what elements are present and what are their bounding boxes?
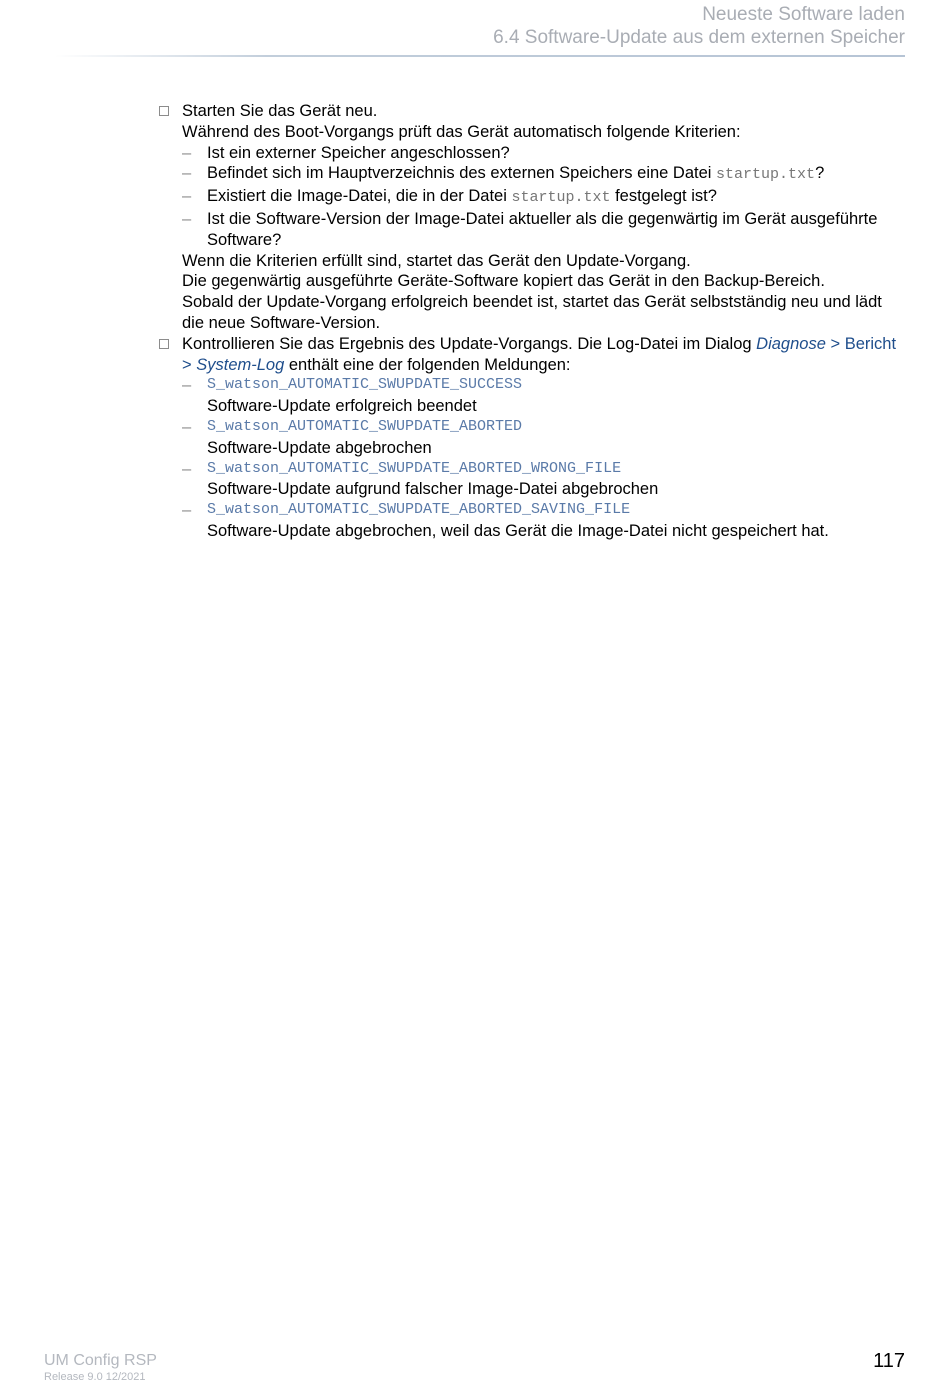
- criterion-text: Existiert die Image-Datei, die in der Datei: [207, 187, 512, 206]
- menu-separator: >: [825, 334, 845, 353]
- criterion-text-end: festgelegt ist?: [610, 187, 717, 206]
- step-text-start: Kontrollieren Sie das Ergebnis des Update-Vorgangs. Die Log-Datei im Dialog: [182, 334, 757, 353]
- page-number: 117: [873, 1350, 905, 1372]
- dash-bullet: –: [182, 501, 192, 520]
- log-message-item: [182, 417, 904, 459]
- log-message-item: [182, 459, 904, 501]
- header-section: 6.4 Software-Update aus dem externen Speicher: [493, 27, 905, 48]
- menu-system-log-link[interactable]: System-Log: [196, 355, 285, 374]
- step-intro: Während des Boot-Vorgangs prüft das Gerät automatisch folgende Kriterien:: [182, 122, 741, 141]
- log-message-code: S_watson_AUTOMATIC_SWUPDATE_ABORTED: [207, 417, 523, 435]
- criterion-item: [182, 186, 904, 209]
- filename-code: startup.txt: [716, 166, 816, 184]
- paragraph: Sobald der Update-Vorgang erfolgreich beendet ist, startet das Gerät selbstständig neu und lädt die neue Software-Version.: [182, 293, 882, 332]
- criterion-text-end: ?: [815, 164, 825, 183]
- criterion-text: Ist die Software-Version der Image-Datei aktueller als die gegenwärtig im Gerät ausgeführte Software?: [207, 209, 878, 249]
- log-message-description: Software-Update erfolgreich beendet: [207, 397, 477, 416]
- page-content: [158, 101, 904, 542]
- header-divider: [55, 55, 905, 57]
- criterion-item: [182, 163, 904, 186]
- menu-bericht-link[interactable]: Bericht: [844, 334, 897, 353]
- log-message-item: [182, 500, 904, 542]
- log-message-description: Software-Update aufgrund falscher Image-Datei abgebrochen: [207, 480, 659, 499]
- paragraph: Die gegenwärtig ausgeführte Geräte-Software kopiert das Gerät in den Backup-Bereich.: [182, 272, 825, 291]
- log-message-description: Software-Update abgebrochen: [207, 438, 432, 457]
- dash-bullet: –: [182, 459, 192, 478]
- criterion-item: [182, 209, 904, 251]
- step-title: Starten Sie das Gerät neu.: [182, 102, 378, 120]
- footer-release: Release 9.0 12/2021: [44, 1371, 146, 1383]
- log-message-code: S_watson_AUTOMATIC_SWUPDATE_ABORTED_WRONG_FILE: [207, 459, 622, 477]
- dash-bullet: –: [182, 164, 192, 183]
- footer-doc-title: UM Config RSP: [44, 1352, 157, 1369]
- log-message-description: Software-Update abgebrochen, weil das Gerät die Image-Datei nicht gespeichert hat.: [207, 521, 829, 540]
- checkbox-bullet-icon: [159, 106, 169, 116]
- paragraph: Wenn die Kriterien erfüllt sind, startet das Gerät den Update-Vorgang.: [182, 251, 691, 270]
- log-message-code: S_watson_AUTOMATIC_SWUPDATE_ABORTED_SAVING_FILE: [207, 501, 631, 519]
- step-check-result: [158, 334, 904, 542]
- dash-bullet: –: [182, 209, 192, 228]
- dash-bullet: –: [182, 376, 192, 395]
- footer-document-info: [44, 1351, 157, 1384]
- header-chapter: Neueste Software laden: [702, 4, 905, 25]
- dash-bullet: –: [182, 143, 192, 162]
- criterion-text: Befindet sich im Hauptverzeichnis des externen Speichers eine Datei: [207, 164, 717, 183]
- filename-code: startup.txt: [511, 189, 611, 207]
- log-message-code: S_watson_AUTOMATIC_SWUPDATE_SUCCESS: [207, 376, 523, 394]
- menu-diagnose-link[interactable]: Diagnose: [756, 334, 826, 353]
- step-restart-device: [158, 101, 904, 334]
- criterion-text: Ist ein externer Speicher angeschlossen?: [207, 143, 510, 162]
- step-text: [182, 334, 904, 376]
- dash-bullet: –: [182, 417, 192, 436]
- checkbox-bullet-icon: [159, 339, 169, 349]
- log-message-item: [182, 375, 904, 417]
- running-header: [493, 3, 905, 49]
- menu-separator: >: [182, 355, 197, 374]
- step-text-end: enthält eine der folgenden Meldungen:: [284, 355, 571, 374]
- criterion-item: [182, 143, 904, 164]
- dash-bullet: –: [182, 187, 192, 206]
